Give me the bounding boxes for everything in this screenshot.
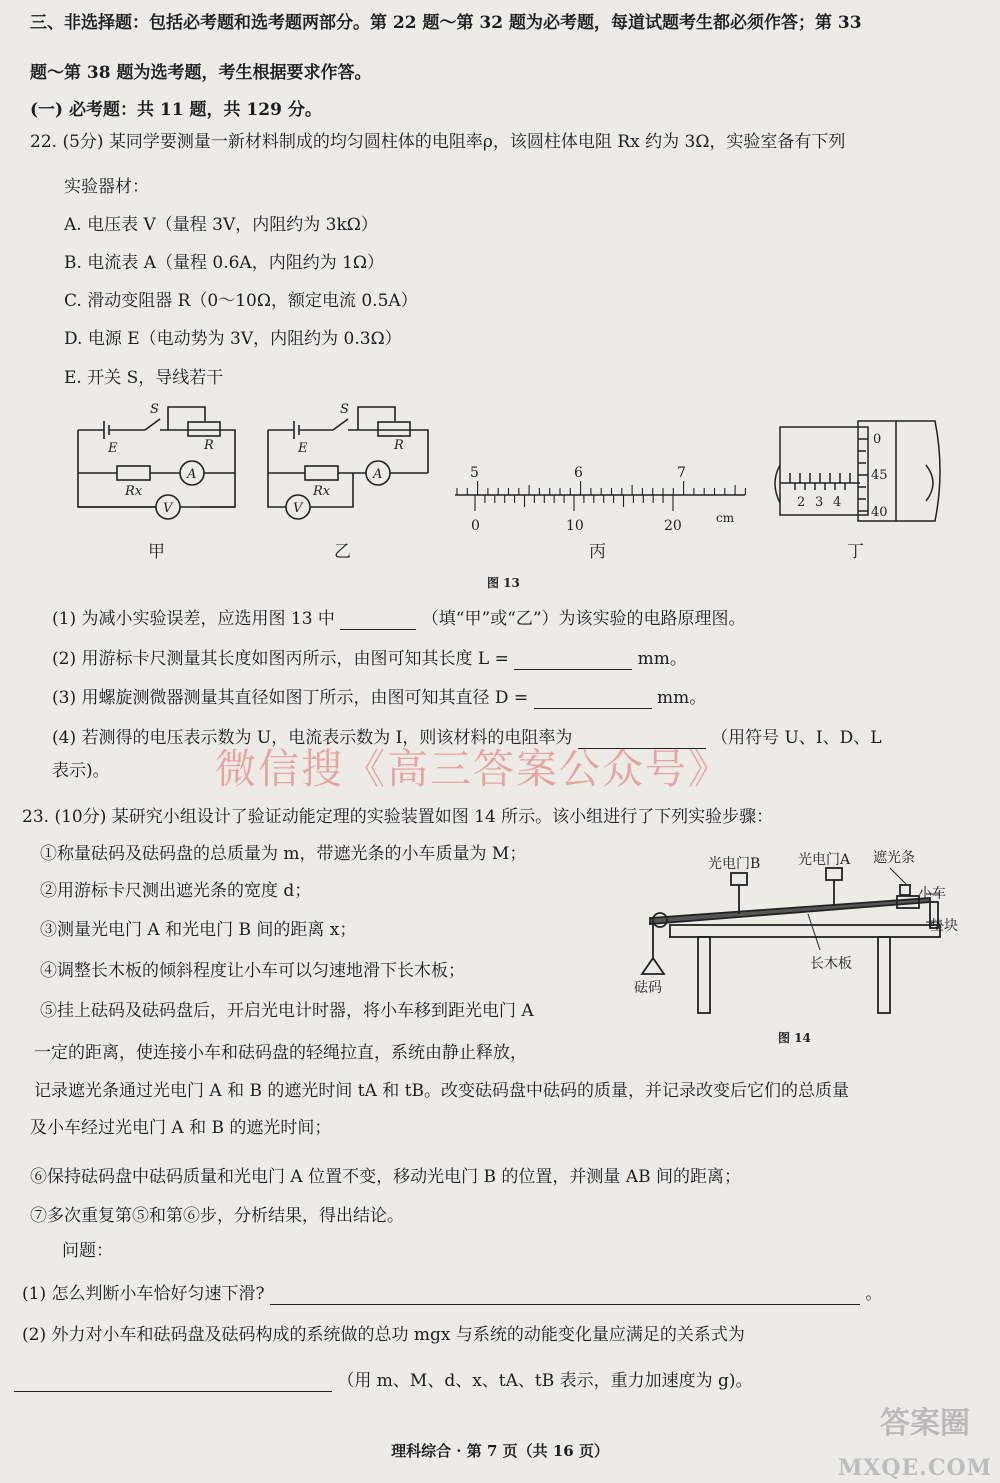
- shade-strip: [900, 885, 910, 895]
- q23-sub2-cont: [14, 1370, 753, 1392]
- q22-sub2: [52, 648, 687, 670]
- label-cart: 小车: [918, 886, 946, 902]
- figure-13-caption: 图 13: [487, 576, 520, 590]
- yi-ammeter-label: A: [373, 467, 383, 482]
- q22-sub3-text: (3) 用螺旋测微器测量其直径如图丁所示，由图可知其直径 D =: [52, 688, 529, 708]
- q22-sub4-text2: （用符号 U、I、D、L: [711, 728, 882, 748]
- q23-sub1: [22, 1283, 882, 1305]
- q22-sub3: [52, 687, 706, 709]
- long-board: [650, 898, 930, 924]
- label-bing: 丙: [589, 542, 606, 562]
- q23-step-4: ④调整长木板的倾斜程度让小车可以匀速地滑下长木板；: [40, 961, 465, 981]
- gate-b: [731, 873, 747, 885]
- q22-stem-line2: 实验器材：: [64, 177, 149, 197]
- jia-voltmeter-label: V: [163, 501, 173, 516]
- corner-logo: 答案圈: [880, 1406, 970, 1441]
- q22-sub1-answer-blank[interactable]: [340, 611, 416, 630]
- q22-option-e: E. 开关 S，导线若干: [64, 368, 224, 388]
- yi-e-label: E: [298, 441, 308, 456]
- question-title: 问题：: [62, 1241, 113, 1261]
- micrometer-thimble-45: 45: [871, 468, 888, 483]
- caliper-main-5: 5: [470, 465, 479, 481]
- table-leg-left: [698, 937, 710, 1013]
- q22-option-b: B. 电流表 A（量程 0.6A，内阻约为 1Ω）: [64, 253, 385, 273]
- q22-sub4-text: (4) 若测得的电压表示数为 U，电流表示数为 I，则该材料的电阻率为: [52, 728, 573, 748]
- caliper-vernier-20: 20: [664, 518, 682, 534]
- circuit-yi: [268, 407, 428, 519]
- micrometer-main-2: 2: [797, 495, 806, 510]
- caliper-main-7: 7: [677, 465, 686, 481]
- q22-option-d: D. 电源 E（电动势为 3V，内阻约为 0.3Ω）: [64, 329, 402, 349]
- q23-step-2: ②用游标卡尺测出遮光条的宽度 d；: [40, 881, 312, 901]
- jia-rx-label: Rx: [125, 484, 143, 499]
- q22-sub2-unit: mm。: [637, 649, 687, 669]
- q23-sub1-end: 。: [865, 1284, 883, 1304]
- q23-sub2-text2: （用 m、M、d、x、tA、tB 表示，重力加速度为 g)。: [337, 1371, 753, 1391]
- q22-sub3-answer-blank[interactable]: [534, 690, 652, 709]
- q22-sub3-unit: mm。: [656, 688, 707, 708]
- q23-step-1: ①称量砝码及砝码盘的总质量为 m，带遮光条的小车质量为 M；: [40, 844, 527, 864]
- weight-hanger: [642, 958, 664, 974]
- yi-s-label: S: [340, 402, 349, 417]
- caliper-unit: cm: [716, 511, 735, 525]
- q23-sub2: (2) 外力对小车和砝码盘及砝码构成的系统做的总功 mgx 与系统的动能变化量应满足的关系式为: [22, 1325, 745, 1345]
- micrometer-thimble-40: 40: [871, 505, 888, 520]
- caliper-vernier-10: 10: [566, 518, 584, 534]
- q23-sub1-text: (1) 怎么判断小车恰好匀速下滑?: [22, 1284, 265, 1304]
- q22-option-c: C. 滑动变阻器 R（0～10Ω，额定电流 0.5A）: [64, 291, 418, 311]
- q23-step-5-cont1: 一定的距离，使连接小车和砝码盘的轻绳拉直，系统由静止释放，: [34, 1043, 527, 1063]
- label-yi: 乙: [334, 542, 351, 562]
- label-block: 垫块: [930, 918, 958, 934]
- figure-13: [0, 395, 1000, 605]
- q22-sub1-text: (1) 为减小实验误差，应选用图 13 中: [52, 609, 335, 629]
- label-gate-a: 光电门A: [798, 852, 851, 868]
- q22-sub2-text: (2) 用游标卡尺测量其长度如图丙所示，由图可知其长度 L =: [52, 649, 509, 669]
- page-footer: 理科综合 · 第 7 页（共 16 页）: [391, 1442, 609, 1460]
- q22-stem-line1: 22. (5分) 某同学要测量一新材料制成的均匀圆柱体的电阻率ρ，该圆柱体电阻 Rx 约为 3Ω，实验室备有下列: [30, 132, 846, 152]
- jia-r-label: R: [204, 438, 214, 453]
- q23-sub2-answer-blank[interactable]: [14, 1373, 332, 1392]
- q22-sub1: [52, 608, 746, 630]
- circuit-jia: [78, 407, 235, 519]
- yi-r-label: R: [394, 438, 404, 453]
- table-top: [670, 925, 940, 937]
- q23-step-5: ⑤挂上砝码及砝码盘后，开启光电计时器，将小车移到距光电门 A: [40, 1001, 534, 1021]
- q23-step-5-cont2: 记录遮光条通过光电门 A 和 B 的遮光时间 tA 和 tB。改变砝码盘中砝码的质量，并记录改变后它们的总质量: [34, 1081, 850, 1101]
- q23-step-7: ⑦多次重复第⑤和第⑥步，分析结果，得出结论。: [30, 1206, 404, 1226]
- gate-a: [826, 868, 842, 880]
- caliper-main-6: 6: [574, 465, 583, 481]
- jia-e-label: E: [108, 441, 118, 456]
- q23-step-3: ③测量光电门 A 和光电门 B 间的距离 x；: [40, 920, 357, 940]
- q23-step-6: ⑥保持砝码盘中砝码质量和光电门 A 位置不变，移动光电门 B 的位置，并测量 AB 间的距离；: [30, 1167, 741, 1187]
- jia-s-label: S: [150, 402, 159, 417]
- micrometer-thimble-0: 0: [873, 432, 882, 447]
- q22-option-a: A. 电压表 V（量程 3V，内阻约为 3kΩ）: [64, 215, 378, 235]
- figure-14: [630, 840, 980, 1050]
- section3-line1: 三、非选择题：包括必考题和选考题两部分。第 22 题～第 32 题为必考题，每道试题考生都必须作答；第 33: [30, 13, 862, 33]
- jia-ammeter-label: A: [187, 467, 197, 482]
- micrometer-main-4: 4: [833, 495, 842, 510]
- label-shade: 遮光条: [873, 850, 915, 866]
- q22-sub2-answer-blank[interactable]: [514, 651, 632, 670]
- q22-sub4-cont: 表示)。: [52, 761, 110, 781]
- q23-stem: 23. (10分) 某研究小组设计了验证动能定理的实验装置如图 14 所示。该小组进行了下列实验步骤：: [22, 807, 774, 827]
- label-gate-b: 光电门B: [708, 856, 761, 872]
- label-ding: 丁: [847, 542, 864, 562]
- q23-step-5-cont3: 及小车经过光电门 A 和 B 的遮光时间；: [30, 1118, 332, 1138]
- yi-rx-label: Rx: [313, 484, 331, 499]
- section3-line2: 题～第 38 题为选考题，考生根据要求作答。: [30, 63, 372, 83]
- yi-voltmeter-label: V: [293, 501, 303, 516]
- figure-14-caption: 图 14: [778, 1031, 811, 1045]
- label-board: 长木板: [810, 956, 852, 972]
- q23-sub1-answer-blank[interactable]: [270, 1286, 860, 1305]
- table-leg-right: [878, 937, 890, 1013]
- watermark: 微信搜《高三答案公众号》: [215, 745, 731, 793]
- vernier-caliper: [455, 465, 745, 534]
- label-jia: 甲: [148, 542, 165, 562]
- part1-heading: (一) 必考题：共 11 题，共 129 分。: [30, 100, 322, 120]
- micrometer-main-3: 3: [815, 495, 824, 510]
- caliper-vernier-0: 0: [471, 518, 480, 534]
- corner-url: MXQE.COM: [837, 1455, 992, 1481]
- label-weight: 砝码: [634, 980, 662, 996]
- q22-sub1-text2: （填“甲”或“乙”）为该实验的电路原理图。: [421, 609, 746, 629]
